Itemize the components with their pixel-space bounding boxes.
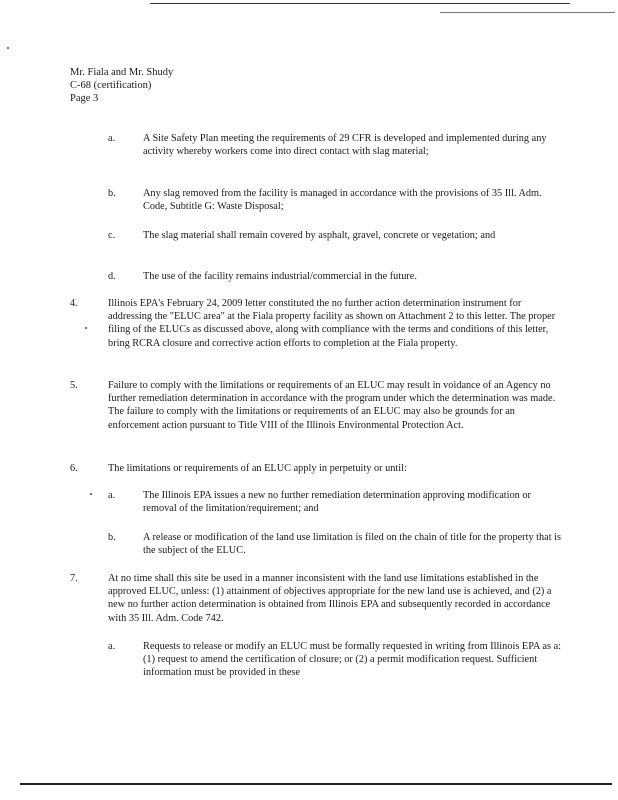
list-item-letter: c. bbox=[108, 230, 116, 241]
list-item-letter: a. bbox=[108, 490, 116, 501]
list-item-letter: a. bbox=[108, 133, 116, 144]
header-page-number: Page 3 bbox=[70, 93, 99, 104]
list-item-text: The Illinois EPA issues a new no further remediation determination approving modification or removal of the limitation/requirement; and bbox=[143, 490, 531, 515]
scan-line-top-right bbox=[440, 12, 615, 13]
list-item-text: Requests to release or modify an ELUC must be formally requested in writing from Illinois EPA as a: (1) request to amend the certification of closure; or (2) a permit modification request. Sufficient information must be provided in these bbox=[143, 641, 561, 679]
item-number: 7. bbox=[70, 573, 78, 584]
list-item-text: The use of the facility remains industrial/commercial in the future. bbox=[143, 271, 417, 282]
item-number: 5. bbox=[70, 380, 78, 391]
header-recipients: Mr. Fiala and Mr. Shudy bbox=[70, 67, 174, 78]
header-reference: C-68 (certification) bbox=[70, 80, 152, 91]
list-item-letter: d. bbox=[108, 271, 116, 282]
scan-line-bottom bbox=[20, 783, 612, 785]
letter-header bbox=[70, 66, 173, 105]
list-item-letter: b. bbox=[108, 188, 116, 199]
list-item-letter: a. bbox=[108, 641, 116, 652]
list-item-text: Any slag removed from the facility is managed in accordance with the provisions of 35 Ill. Adm. Code, Subtitle G: Waste Disposal; bbox=[143, 188, 542, 213]
item-text: Illinois EPA's February 24, 2009 letter constituted the no further action determination instrument for addressing the "ELUC area" at the Fiala property facility as shown on Attachment 2 to this letter. The proper filing of the ELUCs as discussed above, along with compliance with the terms and conditions of this letter, bring RCRA closure and corrective action efforts to completion at the Fiala property. bbox=[108, 298, 556, 349]
list-item-letter: b. bbox=[108, 532, 116, 543]
item-number: 4. bbox=[70, 298, 78, 309]
list-item-text: A release or modification of the land use limitation is filed on the chain of title for the property that is the subject of the ELUC. bbox=[143, 532, 562, 557]
scan-speck bbox=[90, 493, 92, 495]
item-text: Failure to comply with the limitations or requirements of an ELUC may result in voidance of an Agency no further remediation determination in accordance with the program under which the determination was made. The failure to comply with the limitations or requirements of an ELUC may also be grounds for an enforcement action pursuant to Title VIII of the Illinois Environmental Protection Act. bbox=[108, 380, 556, 431]
scan-line-top bbox=[150, 3, 570, 4]
item-number: 6. bbox=[70, 463, 78, 474]
scan-speck bbox=[85, 327, 87, 329]
scan-speck bbox=[7, 47, 9, 49]
list-item-text: The slag material shall remain covered by asphalt, gravel, concrete or vegetation; and bbox=[143, 230, 496, 241]
item-text: At no time shall this site be used in a manner inconsistent with the land use limitations established in the approved ELUC, unless: (1) attainment of objectives appropriate for the new land use is achieved, and (2) a new no further action determination is obtained from Illinois EPA and subsequently recorded in accordance with 35 Ill. Adm. Code 742. bbox=[108, 573, 552, 624]
list-item-text: A Site Safety Plan meeting the requirements of 29 CFR is developed and implemented during any activity whereby workers come into direct contact with slag material; bbox=[143, 133, 547, 158]
item-text: The limitations or requirements of an ELUC apply in perpetuity or until: bbox=[108, 463, 407, 474]
